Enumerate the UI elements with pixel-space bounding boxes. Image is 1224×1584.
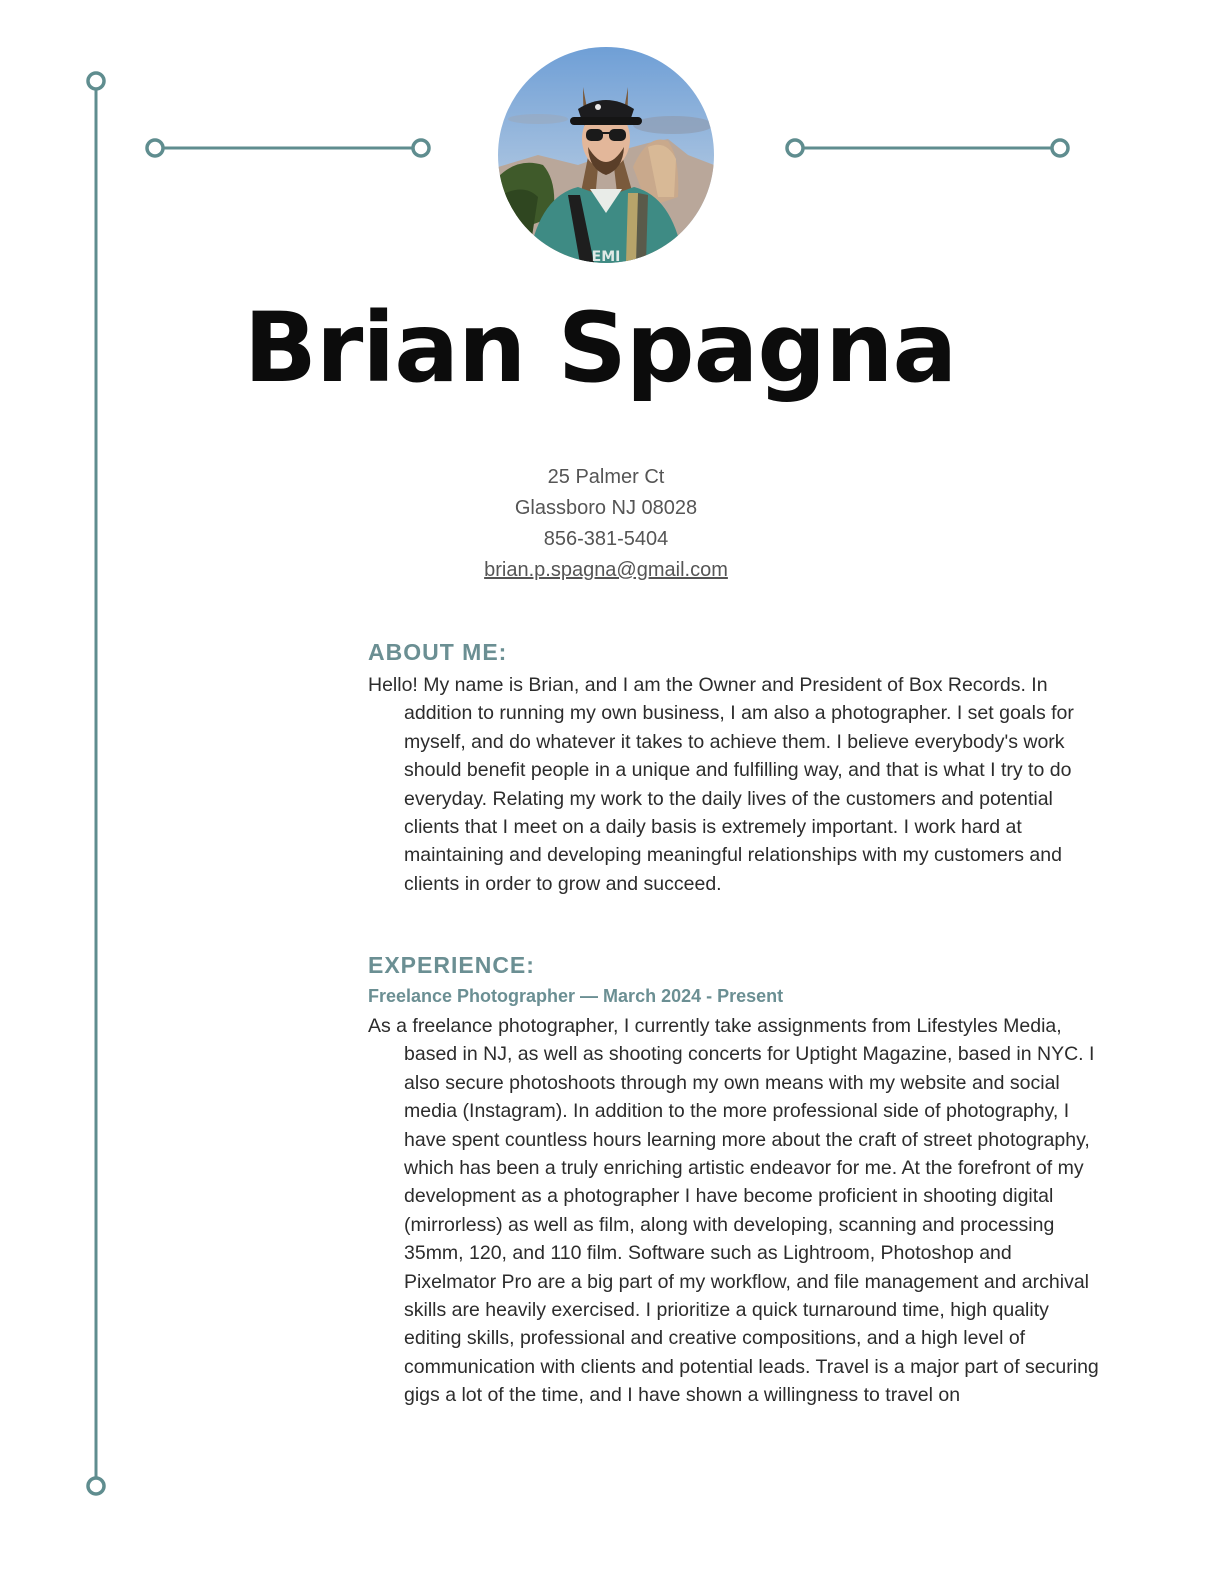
contact-info bbox=[0, 462, 1212, 586]
right-rule-end-node-icon bbox=[1052, 140, 1068, 156]
about-text: Hello! My name is Brian, and I am the Owner and President of Box Records. In addition to running my own business, I am also a photographer. I set goals for myself, and do whatever it takes to achieve them. I believe everybody's work should benefit people in a unique and fulfilling way, and that is what I try to do everyday. Relating my work to the daily lives of the customers and potential clients that I meet on a daily basis is extremely important. I work hard at maintaining and developing meaningful relationships with my customers and clients in order to grow and succeed. bbox=[368, 674, 1074, 895]
experience-section bbox=[368, 950, 1103, 1410]
street-address: 25 Palmer Ct bbox=[547, 466, 665, 488]
rule-top-node-icon bbox=[88, 73, 104, 89]
left-rule-end-node-icon bbox=[413, 140, 429, 156]
left-header-rule bbox=[147, 140, 429, 156]
about-heading: ABOUT ME: bbox=[368, 639, 508, 665]
job-description: As a freelance photographer, I currently take assignments from Lifestyles Media, based in NJ, as well as shooting concerts for Uptight Magazine, based in NYC. I also secure photoshoots through my own means with my website and social media (Instagram). In addition to the more professional side of photography, I have spent countless hours learning more about the craft of street photography, which has been a truly enriching artistic endeavor for me. At the forefront of my development as a photographer I have become proficient in shooting digital (mirrorless) as well as film, along with developing, scanning and processing 35mm, 120, and 110 film. Software such as Lightroom, Photoshop and Pixelmator Pro are a big part of my workflow, and file management and archival skills are heavily exercised. I prioritize a quick turnaround time, high quality editing skills, professional and creative compositions, and a high level of communication with clients and potential leads. Travel is a major part of securing gigs a lot of the time, and I have shown a willingness to travel on bbox=[368, 1015, 1099, 1407]
vertical-rule bbox=[88, 73, 104, 1494]
candidate-name: Brian Spagna bbox=[243, 292, 957, 404]
job-entry bbox=[368, 984, 1103, 1410]
city-state-zip: Glassboro NJ 08028 bbox=[514, 497, 698, 519]
svg-text:EMI: EMI bbox=[591, 249, 621, 263]
left-rule-start-node-icon bbox=[147, 140, 163, 156]
about-section bbox=[368, 637, 1103, 898]
phone-number: 856-381-5404 bbox=[543, 528, 669, 550]
job-title: Freelance Photographer — March 2024 - Present bbox=[368, 986, 784, 1006]
right-rule-start-node-icon bbox=[787, 140, 803, 156]
right-header-rule bbox=[787, 140, 1068, 156]
profile-photo bbox=[498, 47, 714, 263]
experience-heading: EXPERIENCE: bbox=[368, 952, 535, 978]
portrait-photo-icon bbox=[498, 47, 714, 263]
rule-bottom-node-icon bbox=[88, 1478, 104, 1494]
email-link[interactable]: brian.p.spagna@gmail.com bbox=[484, 559, 728, 581]
